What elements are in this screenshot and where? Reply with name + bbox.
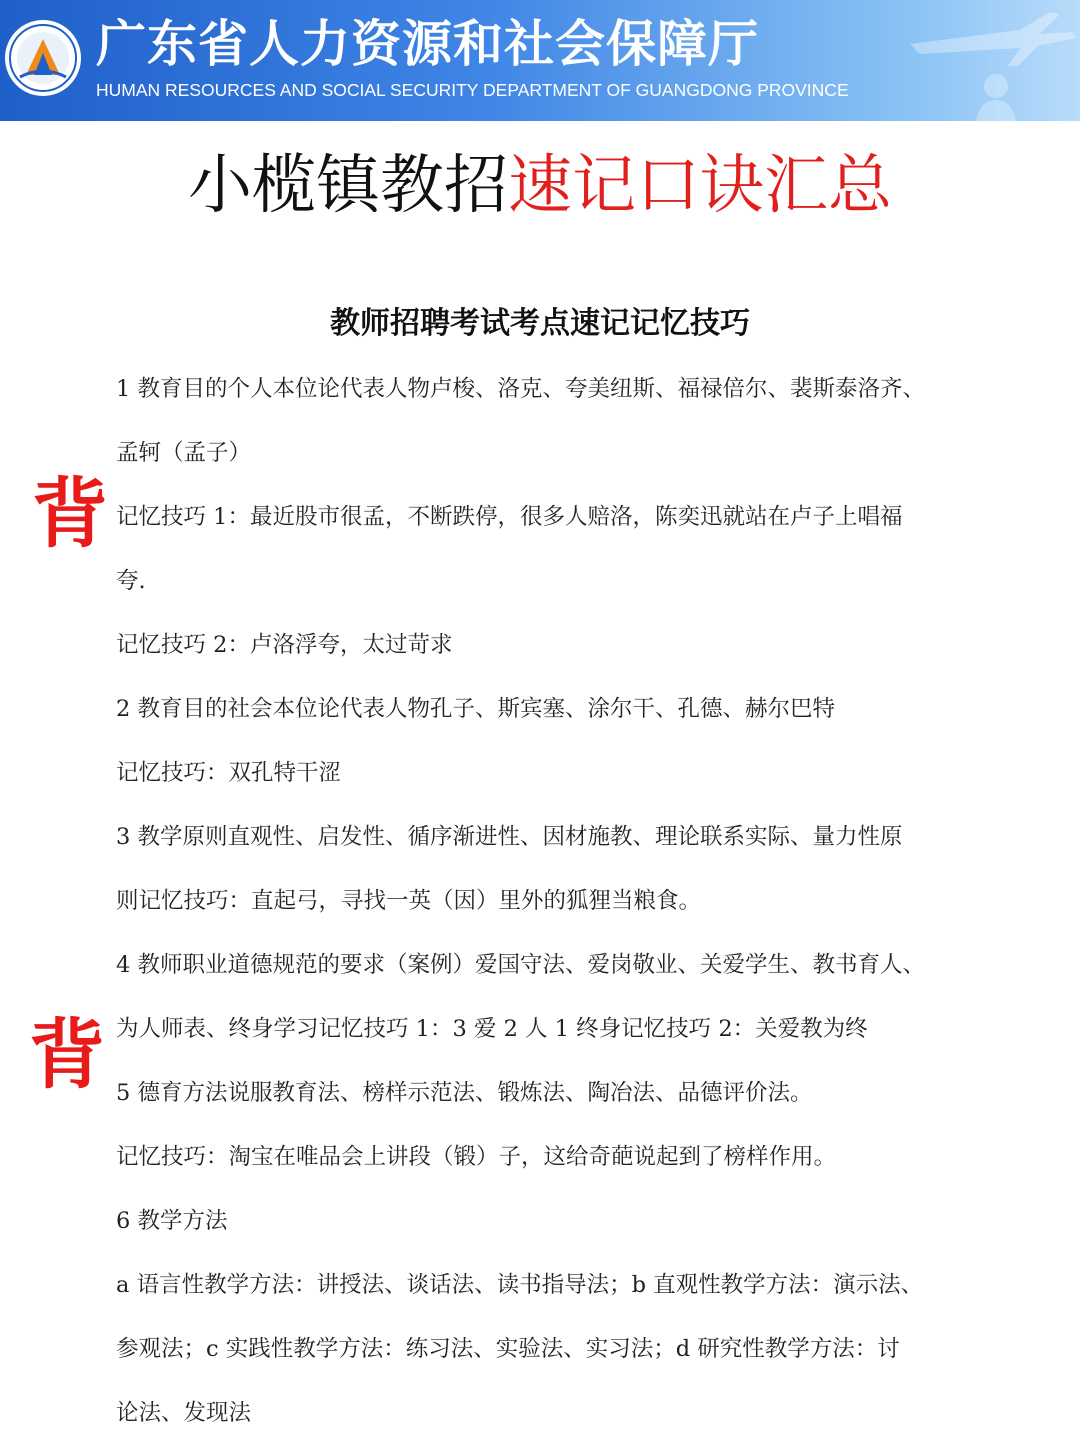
text-line: 6 教学方法 [116,1208,228,1234]
department-emblem-icon [4,19,82,97]
tips-content [116,357,986,1445]
text-line: 2 教育目的社会本位论代表人物孔子、斯宾塞、涂尔干、孔德、赫尔巴特 [116,696,835,722]
text-line: 论法、发现法 [116,1400,252,1426]
text-line: 为人师表、终身学习记忆技巧 1：3 爱 2 人 1 终身记忆技巧 2：关爱教为终 [116,1016,868,1042]
recite-mark-1: 背 [32,469,108,558]
department-banner [0,0,1080,121]
section-title: 教师招聘考试考点速记记忆技巧 [330,306,750,341]
text-line: 4 教师职业道德规范的要求（案例）爱国守法、爱岗敬业、关爱学生、教书育人、 [116,952,925,978]
text-line: 孟轲（孟子） [116,440,252,466]
text-line: 参观法；c 实践性教学方法：练习法、实验法、实习法；d 研究性教学方法：讨 [116,1336,900,1362]
headline-black-part: 小榄镇教招 [188,149,508,223]
text-line: 夸. [116,568,146,594]
text-line: 则记忆技巧：直起弓，寻找一英（因）里外的狐狸当粮食。 [116,888,702,914]
headline-red-part: 速记口诀汇总 [508,149,892,223]
text-line: 记忆技巧：淘宝在唯品会上讲段（锻）子，这给奇葩说起到了榜样作用。 [116,1144,837,1170]
text-line: 记忆技巧 1：最近股市很孟，不断跌停，很多人赔洛，陈奕迅就站在卢子上唱福 [116,504,903,530]
page-headline [0,146,1080,226]
banner-subtitle: HUMAN RESOURCES AND SOCIAL SECURITY DEPARTMENT OF GUANGDONG PROVINCE [96,80,849,100]
recite-mark-2: 背 [29,1010,105,1099]
text-line: 记忆技巧 2：卢洛浮夸，太过苛求 [116,632,453,658]
text-line: 1 教育目的个人本位论代表人物卢梭、洛克、夸美纽斯、福禄倍尔、裴斯泰洛齐、 [116,376,925,402]
text-line: 5 德育方法说服教育法、榜样示范法、锻炼法、陶冶法、品德评价法。 [116,1080,813,1106]
text-line: 3 教学原则直观性、启发性、循序渐进性、因材施教、理论联系实际、量力性原 [116,824,903,850]
airplane-decoration-icon [900,0,1080,121]
text-line: a 语言性教学方法：讲授法、谈话法、读书指导法；b 直观性教学方法：演示法、 [116,1272,924,1298]
banner-title: 广东省人力资源和社会保障厅 [96,15,759,73]
text-line: 记忆技巧：双孔特干涩 [116,760,342,786]
